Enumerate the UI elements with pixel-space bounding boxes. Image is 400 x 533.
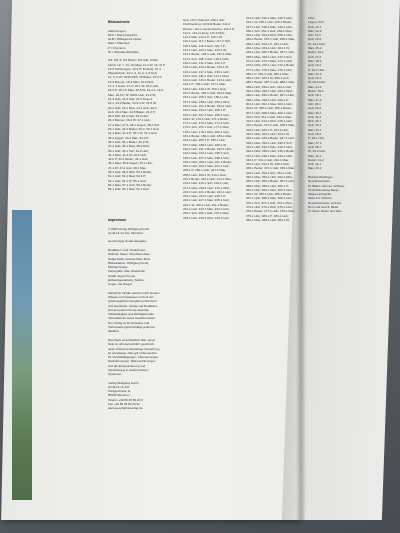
credit-line: 157-1 Mau; 158-1 Hub; 159-1 DFA; bbox=[183, 99, 230, 104]
legal-text-line: Verbesserungsvorschläge jederzeit bbox=[108, 325, 155, 330]
credit-line: 26-1 Bonner; 26-2 W; 27-1 Hub; bbox=[108, 118, 151, 123]
imprint-credits bbox=[108, 227, 180, 287]
credit-line: 124-1 Boder; 125-1 Hub; 126-1 Mau; bbox=[183, 52, 233, 57]
right-page-line: Seite 6.9: Schloss bbox=[308, 196, 333, 201]
credit-line: 280-1 P; 281-1 Hub; 282-1 Mau; bbox=[246, 71, 290, 76]
credit-line: 382-1 Mau; 383-1 Hub; 384-1 W; bbox=[246, 217, 290, 222]
credit-line: 301-1 Hub; 302-1 Mau; 303-1 Hub; bbox=[246, 101, 293, 106]
legal-text-line: Der Verlag ist für Hinweise und bbox=[108, 320, 150, 325]
credit-line: 328-1 Mau; 329-1 Hub; 330-1 Sch; bbox=[246, 140, 293, 145]
imprint-line: Redaktion: Coll. Rudolf Hert, bbox=[108, 247, 147, 252]
credit-line: 142-1 Hub; 143-1 Boder; 144-1 Hub; bbox=[183, 78, 232, 83]
legal-text-line: Nachahmungen, Mikroverfilmungen bbox=[108, 359, 156, 364]
credit-line: Hub; 23-4 Mau; 24-5 Baker; 24-6 P; bbox=[108, 109, 156, 114]
credit-line: 181-1 Boder; 182-1 Hub; 183-1 Mau; bbox=[183, 134, 233, 139]
address-line: Fax +49 89 45 80 20 21 bbox=[108, 402, 140, 407]
credit-line: 41-1 Mau; 41-2 W; 42-1 Hub; bbox=[108, 152, 147, 157]
credit-line: 325-1 Hub; 326-1 Boder; 327-1 Hub; bbox=[246, 136, 295, 141]
credit-line: 244-1 W; 245-1 Hub; 246-1 Boder; bbox=[246, 20, 292, 25]
credit-line: 343-1 Hub; 344-1 W; 345-1 Hub; bbox=[246, 162, 290, 167]
abbreviation-line: HLB = Bildagentur Huber bbox=[108, 37, 142, 42]
credit-line: 265-1 Hub; 266-1 Boder; 267-1 Hub; bbox=[246, 50, 295, 55]
legal-text-line: Das Werk einschließlich aller seiner bbox=[108, 337, 156, 342]
credit-line: 238-1 Hub; 239-1 DFA; 240-1 Hub; bbox=[183, 215, 230, 220]
credit-line: 376-1 Boder; 377-1 Hub; 378-1 Mau; bbox=[246, 209, 296, 214]
credit-line: 190-1 Hub; 191-1 Boder; 192-1 Hub; bbox=[183, 146, 232, 151]
right-page-line: Mau; 34-1 bbox=[308, 127, 322, 132]
credit-line: 22-1, 22-2 Boder; 22-3-4 W; 22-5 W; bbox=[108, 101, 157, 106]
credit-line: 56-1 Mau; 57-1 Hub; 58-1 Boder; bbox=[108, 182, 153, 187]
right-page-line: Mau; 21-2 bbox=[308, 71, 322, 76]
right-page-line: Hub; 22-1 bbox=[308, 76, 322, 81]
credit-line: 45-1 Mau; 45-2 Fegert; 46-1 Hub; bbox=[108, 161, 153, 166]
credit-line: 256-1 Boder; 257-1 Hub; 258-1 Mau; bbox=[246, 37, 296, 42]
credit-line: 247-1 Hub; 248-1 Mau; 249-1 Hub; bbox=[246, 24, 293, 29]
legal-text-line: dankbar. bbox=[108, 329, 120, 334]
credit-line: 214-1 Hub; 215-1 Sch; 216-1 Hub; bbox=[183, 181, 229, 186]
legal-text-line: Jede urheberrechtswidrige Verwertung bbox=[108, 346, 160, 351]
credits-column-1 bbox=[108, 20, 178, 191]
right-page-line: Churbähneslung Berge, bbox=[308, 187, 340, 192]
right-page-line: Neuschwanstein bbox=[308, 179, 331, 184]
credit-line: 178-1 Hub; 179-1 DFA; 180-1 Hub; bbox=[183, 129, 230, 134]
credit-line: 116-1 Hub; 117-1 Boder; 117-2 Sch; bbox=[183, 39, 231, 44]
imprint-line: Kartografie: Max Oberdorfer bbox=[108, 269, 146, 274]
credit-line: 316-1 Boder; 317-1 Hub; 318-1 Mau; bbox=[246, 123, 296, 128]
credit-line: 33-2 Fegert; 34-1 Mau; 34-2 P; bbox=[108, 135, 150, 140]
right-page-line: DFA; 32-1 bbox=[308, 119, 322, 124]
right-page-line: Boder; 16-1 bbox=[308, 50, 324, 55]
right-page-line: Hub; 26-1 bbox=[308, 93, 322, 98]
credit-line: 27-2 Mau; 27-3, 28-1 Fegert; 28-2 Sch; bbox=[108, 122, 161, 127]
imprint-line: Bildredaktion: Wolfgang Kunth, bbox=[108, 260, 150, 265]
credit-line: 47-1 W; 47-2 Hub; 48-1 Mau; bbox=[108, 165, 147, 170]
credit-line: 39-1 Hub; 40-1 Sch; 40-2 Hub; bbox=[108, 148, 149, 153]
credit-line: 113-1, 113-2 Hönig; 113-3 DFA; bbox=[183, 30, 225, 35]
right-page-line: P; 20-1 Hub; bbox=[308, 67, 325, 72]
imprint-block bbox=[108, 218, 180, 411]
credit-line: 21-3 Hub; 21-4 Hub; 21-5 Fegert; bbox=[108, 96, 153, 101]
credit-line: 346-1 Boder; 347-1 Hub; 348-1 Mau; bbox=[246, 166, 296, 171]
imprint-legal-text bbox=[108, 291, 180, 377]
right-page-line: Mau; 18-1 bbox=[308, 58, 322, 63]
credit-line: 259-1 Hub; 260-1 P; 261-1 Hub; bbox=[246, 41, 289, 46]
credit-line: 25-2 Sch; 25-3 Hub; 25-4 Hub; bbox=[108, 114, 149, 119]
credit-line: 208-1 Hub; 209-1 W; 210-1 Hub; bbox=[183, 172, 227, 177]
credit-line: 145-1 P; 146-1 Hub; 147-1 Mau; bbox=[183, 82, 227, 87]
right-page-line: Mau; 15-2 bbox=[308, 46, 322, 51]
credit-line: 304-1 W; 305-1 Hub; 306-1 Boder; bbox=[246, 106, 292, 111]
credit-line: 337-1 Hub; 338-1 Mau; 339-1 Hub; bbox=[246, 153, 293, 158]
credit-line: 262-1 Mau; 263-1 Hub; 264-1 W; bbox=[246, 46, 290, 51]
credit-line: 268-1 Mau; 269-1 Hub; 270-1 Sch; bbox=[246, 54, 293, 59]
right-page-line: Mau; 43-2 bbox=[308, 166, 322, 171]
credit-line: 205-1 P; 206-1 Hub; 207-1 Mau; bbox=[183, 168, 227, 173]
credit-line: 37-1 Hub; 38-1 Mau; 38-2 DFA; bbox=[108, 144, 150, 149]
abbreviation-line: Abkürzungen: bbox=[108, 28, 127, 33]
publisher-address bbox=[108, 381, 180, 411]
right-page-line: Mau; 12-2 bbox=[308, 28, 322, 33]
abbreviation-line: DFA = Das Fotoarchiv bbox=[108, 32, 138, 37]
credit-line: Mau; 18-6 P, W; 20/21 Hub; 21-2 W; bbox=[108, 92, 157, 97]
credit-line: 17-1, 2 Holm; 17-3, 18-1 W; 18-2 Hub; bbox=[108, 84, 159, 89]
right-page-line: Hub; 29-2 bbox=[308, 106, 322, 111]
credit-line: 23-1 Hub; 23-2 Mau; 24-1 Hub; 23-3 bbox=[108, 105, 157, 110]
right-page-line: Sch; 13-1 bbox=[308, 33, 321, 38]
credit-line: 211-1 Boder; 212-1 Hub; 213-1 Mau; bbox=[183, 176, 232, 181]
credit-line: 217-1 Mau; 218-1 Hub; 219-1 DFA; bbox=[183, 185, 230, 190]
credit-line: 151-1 Boder; 152-1 Hub; 153-1 Mau; bbox=[183, 91, 233, 96]
credit-line: 114-1 Mau; 114-2 P; 115-1 W; bbox=[183, 35, 223, 40]
credit-line: 193-1 Mau; 194-1 Hub; 195-1 Sch; bbox=[183, 151, 230, 156]
credit-line: 379-1 Hub; 380-1 P; 381-1 Hub; bbox=[246, 213, 289, 218]
credit-line: 274-1 DFA; 275-1 Hub; 276-1 Boder; bbox=[246, 63, 296, 68]
credit-line: 166-1 Hub; 167-1 Mau; 168-1 Hub; bbox=[183, 112, 230, 117]
right-page-lines bbox=[308, 16, 366, 214]
imprint-line: Michael Kaiser bbox=[108, 265, 128, 270]
credit-line: 160-1 Hub; 161-1 Boder; 162-1 Hub; bbox=[183, 103, 232, 108]
credit-line: 355-1 Hub; 356-1 Boder; 357-1 Hub; bbox=[246, 179, 295, 184]
credits-column-3 bbox=[246, 16, 302, 222]
legal-text-line: können jedoch für die absolute bbox=[108, 307, 149, 312]
right-page-line: Mau; 24-1 bbox=[308, 84, 322, 89]
legal-text-line: Wissen und Gewissen und mit der bbox=[108, 294, 154, 299]
legal-text-line: Sämtliche Inhalte wurden nach bestem bbox=[108, 290, 160, 295]
credit-line: 226-1 Hub; 227-1 Mau; 228-1 Hub; bbox=[183, 198, 230, 203]
right-page-line: Neuschwanstein und der bbox=[308, 200, 342, 205]
credit-line: 370-1 Sch; 371-1 Hub; 372-1 Mau; bbox=[246, 200, 293, 205]
right-page-line: Hub; 19-2 bbox=[308, 63, 322, 68]
credit-line: 220-1 Hub; 221-1 Boder; 222-1 Hub; bbox=[183, 189, 232, 194]
credit-line: 373-1 Hub; 374-1 DFA; 375-1 Hub; bbox=[246, 205, 293, 210]
imprint-line: GmbH & Co KG, München bbox=[108, 230, 144, 235]
credit-line: 298-1 Mau; 299-1 Hub; 300-1 P; bbox=[246, 97, 290, 102]
credit-line: 18-3 P; 18-4 F Mau; 18-5 W; 19-4-1, 19-2 bbox=[108, 88, 164, 93]
credit-line: Hub; 107-1 Diebold; 108-1 Sch; bbox=[183, 18, 226, 22]
legal-text-line: Teile ist urheberrechtlich geschützt. bbox=[108, 342, 155, 347]
credit-line: 319-1 Hub; 320-1 P; 321-1 Hub; bbox=[246, 127, 289, 132]
right-page-line: Allgemeinbegriffe bbox=[308, 192, 332, 197]
credit-line: 184-1 Hub; 185-1 P; 186-1 Hub; bbox=[183, 138, 226, 143]
credit-line: 13-3 Schöningen; 13-4 P; 8 Hönig; 12-1 bbox=[108, 66, 161, 71]
right-page-line: Mau; 40-1 bbox=[308, 153, 322, 158]
credit-line: 364-1 W; 365-1 Hub; 366-1 Boder; bbox=[246, 192, 292, 197]
landscape-photo-edge bbox=[12, 210, 32, 500]
right-page-line: W; 14-1 Hub; bbox=[308, 41, 326, 46]
imprint-line: Einbandgestaltung: Sabine bbox=[108, 278, 144, 283]
credit-line: 307-1 Hub; 308-1 Mau; 309-1 Hub; bbox=[246, 110, 293, 115]
right-page-line: Kl. Bilder: Himmel, Schloss, bbox=[308, 183, 345, 188]
credit-line: 322-1 Mau; 323-1 Hub; 324-1 W; bbox=[246, 132, 290, 137]
credit-line: 139-1 Sch; 140-1 Hub; 141-1 Mau; bbox=[183, 73, 230, 78]
credit-line: 187-1 Mau; 188-1 Hub; 189-1 W; bbox=[183, 142, 227, 147]
legal-text-line: und die Einspeicherung und bbox=[108, 363, 146, 368]
credits-entries-3 bbox=[246, 16, 302, 222]
credits-heading: Bildnachweis bbox=[108, 20, 130, 24]
address-line: www.geographieverlag.de bbox=[108, 406, 143, 411]
credit-line: 232-1 Hub; 233-1 Mau; 234-1 Hub; bbox=[183, 207, 230, 212]
credits-entries-2 bbox=[183, 18, 245, 220]
right-page-line: Fegert, Sch; bbox=[308, 20, 325, 25]
credit-line: 31-1 Mau; 31-2 P; 32-1 W; 33-1 Hub; bbox=[108, 131, 158, 136]
credits-column-2 bbox=[183, 18, 245, 220]
right-page-line: Sch; 28-1 bbox=[308, 101, 321, 106]
credit-line: Bonner; 112-1 Heckenbücher; 112-2 P; bbox=[183, 26, 235, 31]
right-page-line: Hub; 38-1 bbox=[308, 144, 322, 149]
credit-line: 163-1 Mau; 164-1 Hub; 165-1 P; bbox=[183, 108, 227, 113]
credit-line: 292-1 Mau; 293-1 Hub; 294-1 DFA; bbox=[246, 89, 293, 94]
credit-line: 12, 5, 6 W; 14/15 DFA; 15 Baker; 16-3 P bbox=[108, 75, 162, 80]
credit-line: 118-1 Mau; 119-1 Hub; 120-1 P; bbox=[183, 43, 226, 48]
right-page-line: ZOO bbox=[308, 16, 315, 20]
credit-line: 175-1 Sch; 176-1 Hub; 177-1 Mau; bbox=[183, 125, 230, 130]
legal-text-line: Informationen keine Gewähr leisten. bbox=[108, 316, 157, 321]
abbreviation-line: P = Premium bbox=[108, 45, 126, 50]
imprint-line: Wolfram Kauer, Dorothea Haas, bbox=[108, 252, 151, 257]
credit-line: 289-1 Hub; 290-1 Sch; 291-1 Hub; bbox=[246, 84, 292, 89]
credit-line: 229-1 W; 230-1 Hub; 231-1 Boder; bbox=[183, 202, 229, 207]
right-page-line: P; 36-1 Hub; bbox=[308, 136, 325, 141]
right-page-line: Hub; 12-1 bbox=[308, 24, 322, 29]
credit-line: 199-1 DFA; 200-1 Hub; 201-1 Boder; bbox=[183, 159, 233, 164]
credit-line: 169-1 W; 170-1 Hub; 171-1 Boder; bbox=[183, 116, 229, 121]
right-page-line: Boder; 41-2 bbox=[308, 157, 324, 162]
right-page-line: Hub; 33-2 bbox=[308, 123, 322, 128]
address-line: GmbH & Co KG bbox=[108, 384, 130, 389]
right-page-line: Boder; 25-2 bbox=[308, 89, 324, 94]
credit-line: 49-1 Hub; 49-2 DFA; 50-1 Boder; bbox=[108, 170, 153, 174]
credit-line: 136-1 Hub; 137-1 Mau; 138-1 Hub; bbox=[183, 69, 230, 74]
credits-entries bbox=[108, 58, 178, 191]
credit-line: 271-1 Hub; 272-1 Mau; 273-1 Hub; bbox=[246, 58, 293, 63]
legal-text-line: für Vervielfältigungen, Übersetzungen, bbox=[108, 355, 159, 360]
right-page-line: Hub; 31-2 bbox=[308, 114, 322, 119]
credit-line: 295-1 Hub; 296-1 Boder; 297-1 Hub; bbox=[246, 93, 295, 98]
imprint-line: Nadja Keller, Andrea Klein-Reis bbox=[108, 256, 150, 261]
credit-line: 331-1 Hub; 332-1 Mau; 333-1 Hub; bbox=[246, 144, 293, 149]
credit-line: 367-1 Hub; 368-1 Mau; 369-1 Hub; bbox=[246, 196, 293, 201]
credit-line: 127-1 Sch; 128-1 Hub; 129-1 DFA; bbox=[183, 56, 230, 61]
credit-line: 310-1 Sch; 311-1 Hub; 312-1 Mau; bbox=[246, 114, 292, 119]
credit-line: 172-1 Hub; 173-1 Mau; 174-1 Hub; bbox=[183, 121, 230, 126]
credit-line: 12/13, 12, 7, 13, 1/2 Mau; 11-3 W; 13, 11 P bbox=[108, 62, 166, 67]
credit-line: 35-1 Hub; 36-1 Boder; 36-2 W; bbox=[108, 139, 149, 144]
credit-line: 130-1 Hub; 131-1 Mau; 132-1 P; bbox=[183, 60, 227, 65]
right-page-line: W; 39-2 Hub; bbox=[308, 149, 326, 154]
credit-line: 223-1 Mau; 224-1 Hub; 225-1 P; bbox=[183, 194, 227, 199]
address-line: Telefon +49 89 45 80 20 0 bbox=[108, 397, 143, 402]
credit-line: Fischbecking; 110/111 Boder; 111-3 bbox=[183, 22, 231, 27]
credit-line: 340-1 P; 341-1 Hub; 342-1 Mau; bbox=[246, 157, 290, 162]
credit-line: 277-1 Hub; 278-1 Mau; 279-1 Hub; bbox=[246, 67, 293, 72]
legal-text-line: ist unzulässig. Dies gilt insbesondere bbox=[108, 350, 158, 355]
credit-line: 313-1 Hub; 314-1 DFA; 315-1 Hub; bbox=[246, 119, 293, 124]
credit-line: 334-1 DFA; 335-1 Hub; 336-1 Boder; bbox=[246, 149, 296, 154]
address-line: 80539 München bbox=[108, 393, 130, 398]
credit-line: 283-1 Hub; 284-1 W; 285-1 Hub; bbox=[246, 76, 290, 81]
legal-text-line: Systemen. bbox=[108, 372, 123, 377]
credit-line: 352-1 Mau; 353-1 Hub; 354-1 DFA; bbox=[246, 174, 293, 179]
imprint-line: Genehmigte Sonderausgabe bbox=[108, 239, 147, 244]
legal-text-line: und bearbeitet. Verlag und Redaktion bbox=[108, 303, 158, 308]
imprint-line: Unger, Ute Rieger bbox=[108, 282, 133, 287]
legal-text-line: Vollständigkeit und Richtigkeit aller bbox=[108, 312, 155, 317]
imprint-line: © 2003 Verlag Wolfgang Kunth bbox=[108, 226, 150, 231]
right-page-line: im Infoar. Raum des Wes. bbox=[308, 209, 343, 214]
credit-line: 154-1 Hub; 155-1 Sch; 156-1 Hub; bbox=[183, 95, 229, 100]
credit-line: 241-1 Hub; 242-1 Mau; 243-1 Hub; bbox=[246, 16, 293, 20]
abbreviation-line: W = Wandlandschaften bbox=[108, 49, 139, 54]
right-page-line: Mau; 37-2 bbox=[308, 140, 322, 145]
address-line: Königinstraße 11 bbox=[108, 389, 131, 394]
right-page-line: Mau; 27-2 bbox=[308, 97, 322, 102]
right-page-line: Hub; 42-1 bbox=[308, 162, 322, 167]
credit-line: 59-1 Hub; 60-1 Mau; 61-1 Hub; bbox=[108, 187, 150, 192]
abbreviation-list bbox=[108, 29, 178, 55]
imprint-line: Grafik: Ergun Konya bbox=[108, 273, 136, 278]
credit-line: 202-1 Hub; 203-1 Mau; 204-1 Hub; bbox=[183, 164, 230, 169]
credit-line: 358-1 Mau; 359-1 Hub; 360-1 P; bbox=[246, 183, 290, 188]
right-page-line: W; 23-2 Hub; bbox=[308, 80, 326, 85]
right-page-column bbox=[308, 16, 366, 214]
credit-line: 148-1 Hub; 149-1 W; 150-1 Hub; bbox=[183, 86, 227, 91]
credit-line: 349-1 Hub; 350-1 Sch; 351-1 Hub; bbox=[246, 170, 292, 175]
legal-text-line: Verarbeitung in elektronischen bbox=[108, 368, 149, 372]
address-line: Verlag Wolfgang Kunth bbox=[108, 380, 139, 385]
credit-line: 361-1 Hub; 362-1 Mau; 363-1 Hub; bbox=[246, 187, 293, 192]
right-page-line: Hub; 13-2 bbox=[308, 37, 322, 42]
right-page-line: Mau; 30-1 bbox=[308, 110, 322, 115]
credit-line: 121-1 Hub; 122-1 Mau; 123-1 W; bbox=[183, 48, 227, 53]
credit-line: 2/3, 4/5, 6, 8/1 Boder; 9/9 Hub; 9 Mau bbox=[108, 58, 159, 63]
right-page-line: Hub; 17-2 bbox=[308, 54, 322, 59]
credit-line: 253-1 Hub; 254-1 DFA; 255-1 Hub; bbox=[246, 33, 293, 38]
credit-line: 250-1 Sch; 251-1 Hub; 252-1 Mau; bbox=[246, 28, 293, 33]
credit-line: 16-3 Bonner; 16-4 Mau; 16-5 DFA; bbox=[108, 79, 155, 84]
legal-text-line: größtmöglichen Sorgfalt recherchiert bbox=[108, 299, 157, 304]
credit-line: Wanderrhein; 12-2, 3, 11-4, 4, 8 Hub; bbox=[108, 71, 158, 76]
credit-line: 51-1 Hub; 52-1 Mau; 52-2 P; bbox=[108, 174, 147, 179]
abbreviation-line: Maü = Mauritius bbox=[108, 41, 130, 46]
credit-line: 133-1 Hub; 134-1 Boder; 135-1 W; bbox=[183, 65, 229, 70]
credit-line: 286-1 Boder; 287-1 Hub; 288-1 Mau; bbox=[246, 80, 296, 85]
credit-line: 53-1 Hub; 54-1 W; 55-1 Hub; bbox=[108, 178, 147, 183]
right-page-line: Dom und Gott 9: Bilder bbox=[308, 205, 339, 210]
credit-line: 42-2 P; 43-1 Boder; 44-1 Hub; bbox=[108, 157, 149, 162]
right-page-line: Hub; 35-2 bbox=[308, 132, 322, 137]
credit-line: 235-1 Sch; 236-1 Hub; 237-1 Mau; bbox=[183, 211, 230, 216]
credit-line: 196-1 Hub; 197-1 Mau; 198-1 Hub; bbox=[183, 155, 230, 160]
right-page-line: Richard Weidinger bbox=[308, 174, 333, 179]
imprint-heading: Impressum bbox=[108, 218, 127, 222]
credit-line: 29-1 Hub; 29-2 Boder; 29-3, 30-1 Hub; bbox=[108, 127, 160, 132]
